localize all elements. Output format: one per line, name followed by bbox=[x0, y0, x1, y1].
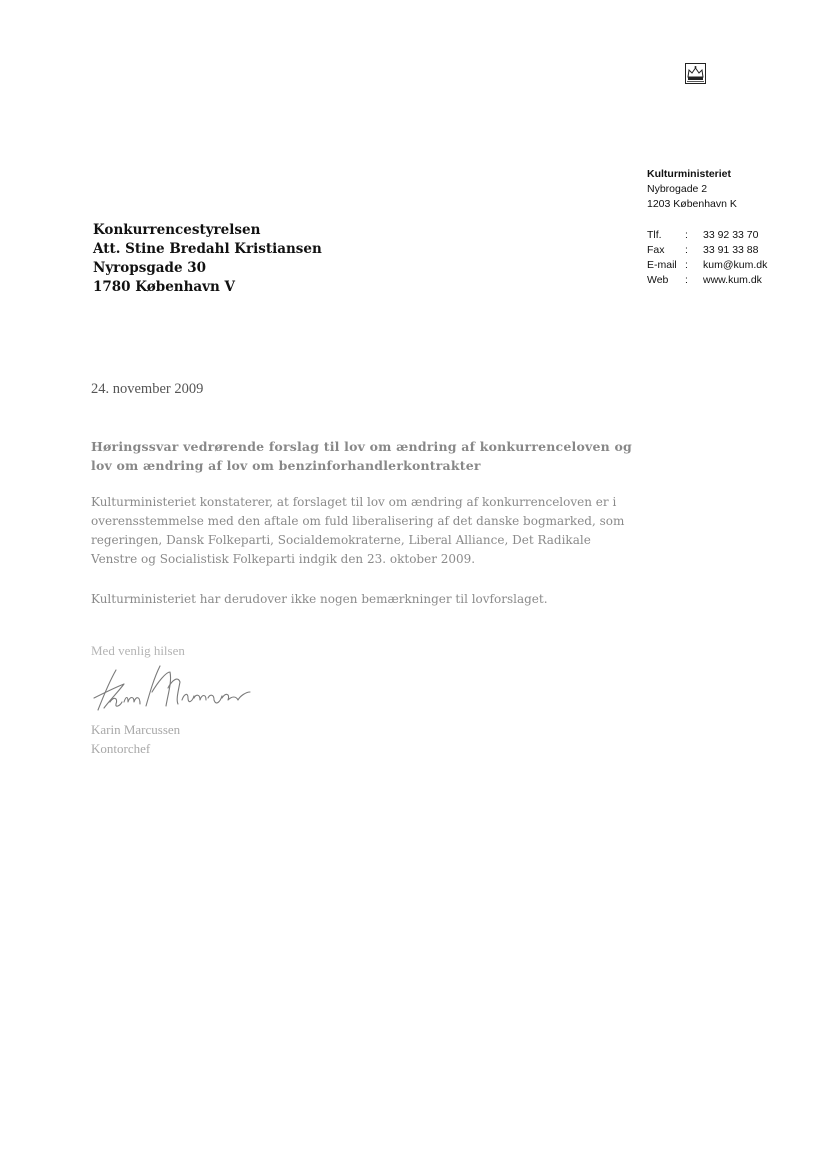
closing-salutation: Med venlig hilsen bbox=[91, 643, 185, 658]
contact-label: E-mail bbox=[647, 259, 677, 271]
signer-title: Kontorchef bbox=[91, 741, 151, 756]
body-line: overensstemmelse med den aftale om fuld liberalisering af det danske bogmarked, som bbox=[91, 514, 625, 528]
contact-row-web bbox=[647, 273, 767, 288]
recipient-line: 1780 København V bbox=[93, 279, 236, 295]
letter-subject bbox=[91, 437, 651, 475]
body-paragraph-2: Kulturministeriet har derudover ikke nogen bemærkninger til lovforslaget. bbox=[91, 592, 548, 606]
contact-row-email bbox=[647, 258, 767, 273]
sender-street: Nybrogade 2 bbox=[647, 183, 708, 195]
sender-name: Kulturministeriet bbox=[647, 168, 732, 180]
contact-label: Web bbox=[647, 274, 669, 286]
letter-date: 24. november 2009 bbox=[91, 381, 204, 397]
sender-contact-info bbox=[647, 228, 767, 288]
contact-row-fax bbox=[647, 243, 767, 258]
contact-separator: : bbox=[685, 244, 688, 256]
sender-city: 1203 København K bbox=[647, 198, 737, 210]
body-line: Kulturministeriet konstaterer, at forslaget til lov om ændring af konkurrenceloven er i bbox=[91, 495, 617, 509]
signer-name: Karin Marcussen bbox=[91, 722, 181, 737]
recipient-line: Nyropsgade 30 bbox=[93, 260, 207, 276]
contact-row-phone bbox=[647, 228, 767, 243]
recipient-line: Att. Stine Bredahl Kristiansen bbox=[93, 241, 322, 257]
signer-block bbox=[91, 720, 180, 758]
recipient-line: Konkurrencestyrelsen bbox=[93, 222, 261, 238]
contact-value: 33 92 33 70 bbox=[703, 229, 759, 241]
crown-crest-logo bbox=[685, 63, 706, 84]
contact-value: 33 91 33 88 bbox=[703, 244, 759, 256]
contact-separator: : bbox=[685, 259, 688, 271]
contact-separator: : bbox=[685, 274, 688, 286]
body-paragraph-1 bbox=[91, 493, 651, 569]
contact-value: kum@kum.dk bbox=[703, 259, 768, 271]
contact-separator: : bbox=[685, 229, 688, 241]
subject-line: Høringssvar vedrørende forslag til lov om ændring af konkurrenceloven og bbox=[91, 439, 632, 454]
contact-label: Fax bbox=[647, 244, 665, 256]
contact-label: Tlf. bbox=[647, 229, 662, 241]
handwritten-signature bbox=[88, 662, 258, 720]
body-line: Venstre og Socialistisk Folkeparti indgik den 23. oktober 2009. bbox=[91, 552, 476, 566]
subject-line: lov om ændring af lov om benzinforhandlerkontrakter bbox=[91, 458, 481, 473]
sender-address bbox=[647, 167, 737, 212]
body-line: regeringen, Dansk Folkeparti, Socialdemokraterne, Liberal Alliance, Det Radikale bbox=[91, 533, 591, 547]
contact-value: www.kum.dk bbox=[703, 274, 762, 286]
recipient-address bbox=[93, 221, 322, 297]
